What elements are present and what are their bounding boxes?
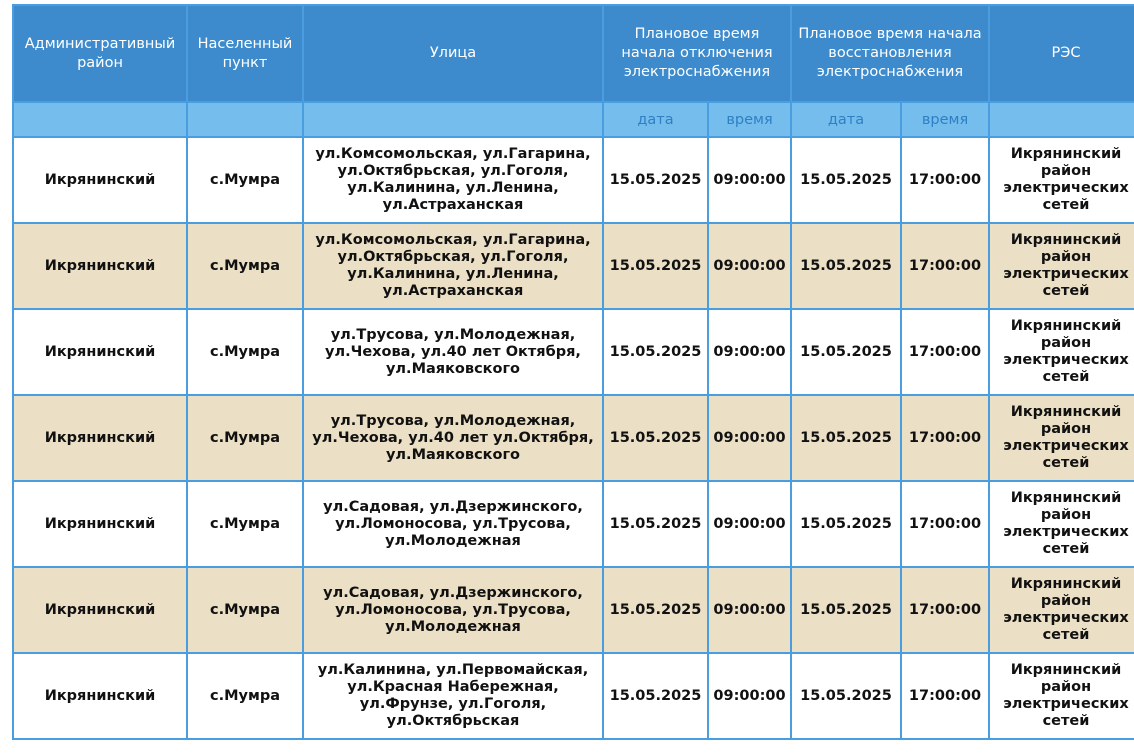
subheader-off-time: время bbox=[708, 102, 791, 137]
cell-on-date: 15.05.2025 bbox=[791, 653, 901, 739]
table-row bbox=[13, 481, 1134, 567]
cell-res: Икрянинский район электрических сетей bbox=[989, 137, 1134, 223]
cell-district: Икрянинский bbox=[13, 309, 187, 395]
cell-off-date: 15.05.2025 bbox=[603, 567, 708, 653]
header-off-time: Плановое время начала отключения электроснабжения bbox=[603, 5, 791, 102]
cell-off-time: 09:00:00 bbox=[708, 653, 791, 739]
header-street: Улица bbox=[303, 5, 603, 102]
cell-locality: с.Мумра bbox=[187, 137, 303, 223]
outage-table bbox=[12, 4, 1134, 740]
cell-district: Икрянинский bbox=[13, 137, 187, 223]
cell-on-time: 17:00:00 bbox=[901, 653, 989, 739]
subheader-empty bbox=[303, 102, 603, 137]
cell-district: Икрянинский bbox=[13, 567, 187, 653]
cell-on-time: 17:00:00 bbox=[901, 567, 989, 653]
header-res: РЭС bbox=[989, 5, 1134, 102]
cell-off-date: 15.05.2025 bbox=[603, 309, 708, 395]
cell-on-date: 15.05.2025 bbox=[791, 395, 901, 481]
cell-street: ул.Трусова, ул.Молодежная, ул.Чехова, ул.40 лет ул.Октября, ул.Маяковского bbox=[303, 395, 603, 481]
subheader-off-date: дата bbox=[603, 102, 708, 137]
cell-locality: с.Мумра bbox=[187, 309, 303, 395]
cell-on-date: 15.05.2025 bbox=[791, 309, 901, 395]
subheader-empty bbox=[187, 102, 303, 137]
cell-street: ул.Садовая, ул.Дзержинского, ул.Ломоносова, ул.Трусова, ул.Молодежная bbox=[303, 481, 603, 567]
header-district: Административный район bbox=[13, 5, 187, 102]
subheader-on-time: время bbox=[901, 102, 989, 137]
cell-on-time: 17:00:00 bbox=[901, 223, 989, 309]
cell-off-time: 09:00:00 bbox=[708, 309, 791, 395]
cell-on-date: 15.05.2025 bbox=[791, 481, 901, 567]
cell-street: ул.Комсомольская, ул.Гагарина, ул.Октябрьская, ул.Гоголя, ул.Калинина, ул.Ленина, ул.Астраханская bbox=[303, 223, 603, 309]
cell-district: Икрянинский bbox=[13, 653, 187, 739]
cell-res: Икрянинский район электрических сетей bbox=[989, 309, 1134, 395]
cell-locality: с.Мумра bbox=[187, 223, 303, 309]
cell-res: Икрянинский район электрических сетей bbox=[989, 481, 1134, 567]
outage-table-container bbox=[12, 4, 1134, 740]
table-row bbox=[13, 395, 1134, 481]
cell-on-date: 15.05.2025 bbox=[791, 223, 901, 309]
cell-off-date: 15.05.2025 bbox=[603, 137, 708, 223]
table-row bbox=[13, 223, 1134, 309]
table-row bbox=[13, 309, 1134, 395]
subheader-on-date: дата bbox=[791, 102, 901, 137]
cell-district: Икрянинский bbox=[13, 395, 187, 481]
subheader-empty bbox=[989, 102, 1134, 137]
cell-locality: с.Мумра bbox=[187, 653, 303, 739]
cell-street: ул.Комсомольская, ул.Гагарина, ул.Октябрьская, ул.Гоголя, ул.Калинина, ул.Ленина, ул.Астраханская bbox=[303, 137, 603, 223]
table-row bbox=[13, 567, 1134, 653]
cell-locality: с.Мумра bbox=[187, 567, 303, 653]
cell-locality: с.Мумра bbox=[187, 395, 303, 481]
cell-on-time: 17:00:00 bbox=[901, 395, 989, 481]
cell-on-date: 15.05.2025 bbox=[791, 137, 901, 223]
cell-street: ул.Садовая, ул.Дзержинского, ул.Ломоносова, ул.Трусова, ул.Молодежная bbox=[303, 567, 603, 653]
cell-off-date: 15.05.2025 bbox=[603, 481, 708, 567]
header-restore-time: Плановое время начала восстановления электроснабжения bbox=[791, 5, 989, 102]
cell-off-time: 09:00:00 bbox=[708, 567, 791, 653]
cell-on-date: 15.05.2025 bbox=[791, 567, 901, 653]
cell-street: ул.Калинина, ул.Первомайская, ул.Красная Набережная, ул.Фрунзе, ул.Гоголя, ул.Октябрьская bbox=[303, 653, 603, 739]
cell-res: Икрянинский район электрических сетей bbox=[989, 567, 1134, 653]
cell-off-date: 15.05.2025 bbox=[603, 653, 708, 739]
cell-off-time: 09:00:00 bbox=[708, 395, 791, 481]
table-row bbox=[13, 137, 1134, 223]
cell-off-time: 09:00:00 bbox=[708, 223, 791, 309]
cell-res: Икрянинский район электрических сетей bbox=[989, 223, 1134, 309]
cell-off-time: 09:00:00 bbox=[708, 481, 791, 567]
cell-locality: с.Мумра bbox=[187, 481, 303, 567]
cell-district: Икрянинский bbox=[13, 223, 187, 309]
cell-on-time: 17:00:00 bbox=[901, 481, 989, 567]
cell-street: ул.Трусова, ул.Молодежная, ул.Чехова, ул.40 лет Октября, ул.Маяковского bbox=[303, 309, 603, 395]
cell-on-time: 17:00:00 bbox=[901, 309, 989, 395]
subheader-empty bbox=[13, 102, 187, 137]
table-body bbox=[13, 137, 1134, 739]
cell-off-date: 15.05.2025 bbox=[603, 395, 708, 481]
cell-res: Икрянинский район электрических сетей bbox=[989, 395, 1134, 481]
cell-res: Икрянинский район электрических сетей bbox=[989, 653, 1134, 739]
cell-district: Икрянинский bbox=[13, 481, 187, 567]
cell-off-time: 09:00:00 bbox=[708, 137, 791, 223]
cell-on-time: 17:00:00 bbox=[901, 137, 989, 223]
cell-off-date: 15.05.2025 bbox=[603, 223, 708, 309]
table-row bbox=[13, 653, 1134, 739]
header-locality: Населенный пункт bbox=[187, 5, 303, 102]
table-header bbox=[13, 5, 1134, 137]
